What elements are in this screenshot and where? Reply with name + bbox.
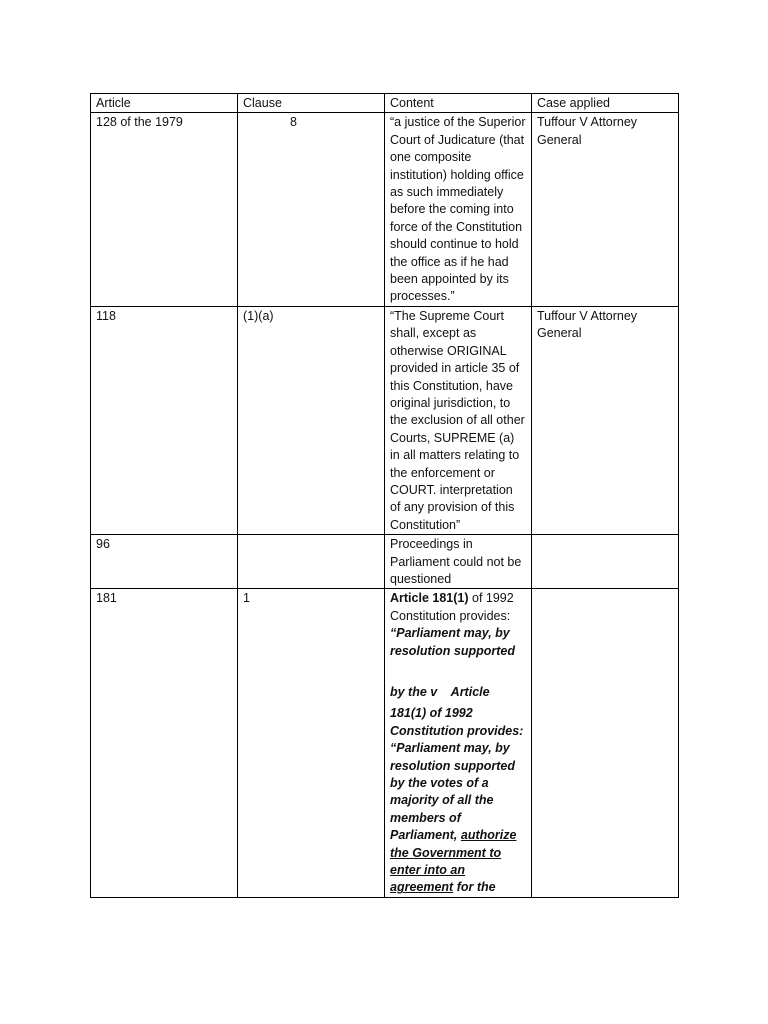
table-header-row bbox=[91, 94, 679, 113]
bold-text: Article 181(1) bbox=[390, 591, 469, 606]
bold-italic-text: by the v Article bbox=[390, 685, 490, 699]
spacer bbox=[390, 660, 526, 684]
header-clause: Clause bbox=[238, 94, 385, 113]
cell-article: 181 bbox=[91, 589, 238, 898]
bold-italic-text: for the bbox=[453, 880, 496, 895]
normal-text: of 1992 Constitution provides: bbox=[390, 591, 514, 623]
table-row bbox=[91, 535, 679, 589]
cell-content: “a justice of the Superior Court of Judicature (that one composite institution) holding office as such immediately before the coming into force of the Constitution should continue to hold the office as if he had been appointed by its processes.” bbox=[385, 113, 532, 306]
cell-content: “The Supreme Court shall, except as otherwise ORIGINAL provided in article 35 of this Constitution, have original jurisdiction, to the exclusion of all other Courts, SUPREME (a) in all matters relating to the enforcement or COURT. interpretation of any provision of this Constitution” bbox=[385, 306, 532, 534]
articles-table bbox=[90, 93, 679, 898]
cell-content bbox=[385, 589, 532, 898]
cell-article: 128 of the 1979 bbox=[91, 113, 238, 306]
cell-article: 118 bbox=[91, 306, 238, 534]
cell-article: 96 bbox=[91, 535, 238, 589]
table-row bbox=[91, 306, 679, 534]
bold-italic-text: “Parliament may, by resolution supported bbox=[390, 626, 515, 658]
header-case-applied: Case applied bbox=[532, 94, 679, 113]
cell-content: Proceedings in Parliament could not be questioned bbox=[385, 535, 532, 589]
cell-clause: 1 bbox=[238, 589, 385, 898]
content-paragraph bbox=[390, 590, 526, 660]
cell-case-applied bbox=[532, 535, 679, 589]
header-content: Content bbox=[385, 94, 532, 113]
cell-clause: (1)(a) bbox=[238, 306, 385, 534]
table-row bbox=[91, 589, 679, 898]
underlined-text: authorize the Government to enter into an agreement bbox=[390, 828, 517, 895]
cell-case-applied: Tuffour V Attorney General bbox=[532, 113, 679, 306]
cell-clause: 8 bbox=[238, 113, 385, 306]
cell-case-applied: Tuffour V Attorney General bbox=[532, 306, 679, 534]
header-article: Article bbox=[91, 94, 238, 113]
cell-clause bbox=[238, 535, 385, 589]
bold-italic-text: 181(1) of 1992 Constitution provides: “Parliament may, by resolution supported by the votes of a majority of all the members of Parliament, bbox=[390, 706, 524, 843]
cell-case-applied bbox=[532, 589, 679, 898]
table-row bbox=[91, 113, 679, 306]
content-paragraph bbox=[390, 705, 526, 896]
